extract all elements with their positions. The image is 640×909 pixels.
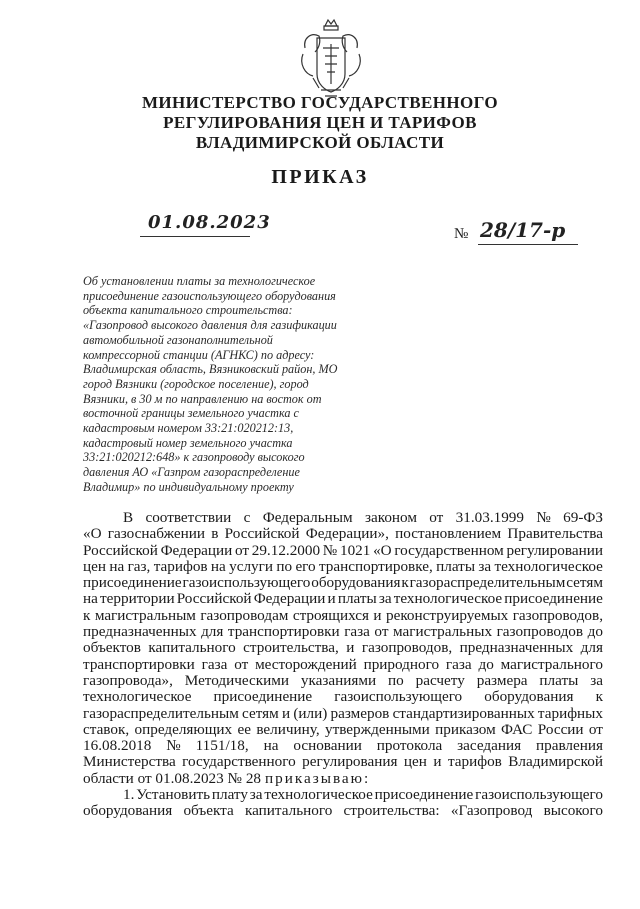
order-date: 01.08.2023 (148, 212, 271, 233)
word: объектов (83, 639, 141, 657)
word: ФАС (501, 720, 533, 738)
word: за (478, 557, 492, 575)
body-line (83, 738, 603, 754)
word: № (322, 541, 338, 559)
word: оборудования (484, 688, 574, 706)
word: услуги (229, 557, 274, 575)
word: «Газопровод (450, 802, 533, 820)
word: магистрального (500, 655, 603, 673)
body-line (83, 543, 603, 559)
word: присоединение (374, 786, 474, 804)
word: Российской (224, 525, 300, 543)
word: природного (363, 655, 440, 673)
word: тарифов (447, 753, 502, 771)
ministry-line-2: РЕГУЛИРОВАНИЯ ЦЕН И ТАРИФОВ (163, 113, 477, 132)
word: от (235, 541, 250, 559)
word: для (580, 639, 603, 657)
word: газа (445, 655, 472, 673)
word: Правительства (507, 525, 603, 543)
word: утвержденными (324, 720, 430, 738)
word: приказом (435, 720, 496, 738)
body-line (83, 575, 603, 591)
word: определяющих (134, 720, 233, 738)
word: на (263, 737, 279, 755)
word: 1151/18, (195, 737, 249, 755)
word: в (211, 525, 219, 543)
word: магистральных (392, 623, 493, 641)
word: по (388, 671, 404, 689)
subject-line: Вязники, в 30 м по направлению на восток от (83, 391, 322, 406)
word: газопровода», (83, 671, 173, 689)
word: капитального (244, 802, 333, 820)
word: по (276, 557, 293, 575)
word: газопроводов (496, 623, 584, 641)
body-line (83, 706, 603, 722)
word: платы (539, 671, 579, 689)
word: за (590, 671, 603, 689)
word: 16.08.2018 (83, 737, 152, 755)
word: присоединение (213, 688, 313, 706)
word: его (295, 557, 316, 575)
word: сетям (566, 574, 603, 592)
body-line (83, 722, 603, 738)
word: сетям (242, 704, 279, 722)
subject-line: «Газопровод высокого давления для газификации (83, 318, 337, 333)
word: газораспределительным (409, 574, 566, 592)
body-line (83, 673, 603, 689)
word: регулирования (302, 753, 398, 771)
word: магистральным (94, 606, 196, 624)
word: для (201, 623, 224, 641)
word: тарифов (153, 557, 208, 575)
word: газопроводам (200, 606, 289, 624)
body-line (83, 754, 603, 770)
word: государственного (182, 753, 296, 771)
word: с (243, 509, 251, 526)
word: транспортировке, (318, 557, 433, 575)
word: до (478, 655, 494, 673)
word: до (587, 623, 603, 641)
word: регулировании (506, 541, 603, 559)
subject-line: кадастровым номером 33:21:020212:13, (83, 421, 294, 436)
word: ставок, (83, 720, 130, 738)
word: государственном (394, 541, 504, 559)
subject-line: давления АО «Газпром газораспределение (83, 465, 300, 480)
subject-line: восточной границы земельного участка с (83, 406, 299, 421)
word: от (429, 509, 444, 526)
word: основании (293, 737, 362, 755)
word: газопроводов, (361, 639, 453, 657)
word: постановлением (395, 525, 502, 543)
word: Российской (176, 590, 252, 608)
subject-line: город Вязники (городское поселение), город (83, 376, 309, 391)
word: к (595, 688, 603, 706)
word: тарифных (537, 704, 603, 722)
word: 69-ФЗ (563, 509, 603, 526)
word: газа (344, 623, 370, 641)
word: правления (536, 737, 603, 755)
word: технологическое (264, 786, 373, 804)
word: строительства, (243, 639, 339, 657)
word: расчету (415, 671, 465, 689)
word: ее (237, 720, 251, 738)
word: платы (436, 557, 476, 575)
word: газоиспользующего (334, 688, 463, 706)
word: на (109, 557, 125, 575)
word: размеров (330, 704, 390, 722)
word: за (378, 590, 392, 608)
word: Министерства (83, 753, 176, 771)
subject-line: Владимирская область, Вязниковский район, МО (83, 362, 338, 377)
number-underline (478, 244, 578, 245)
word: к (401, 574, 409, 592)
word: от (234, 655, 249, 673)
word: присоединение (504, 590, 603, 608)
word: и (373, 606, 382, 624)
word: Методическими (184, 671, 290, 689)
word: цен (83, 557, 106, 575)
coat-of-arms-icon (295, 18, 367, 100)
ministry-line-1: МИНИСТЕРСТВО ГОСУДАРСТВЕННОГО (141, 93, 499, 112)
word: размера (476, 671, 528, 689)
word: 31.03.1999 (455, 509, 524, 526)
subject-line: кадастровый номер земельного участка (83, 435, 293, 450)
subject-line: Владимир» по индивидуальному проекту (83, 479, 294, 494)
body-line (83, 526, 603, 542)
word: транспортировки (83, 655, 195, 673)
body-line (83, 689, 603, 705)
word: Владимирской (508, 753, 603, 771)
word: месторождений (255, 655, 357, 673)
word: технологическое (83, 688, 192, 706)
word: за (249, 786, 263, 804)
word: на (210, 557, 226, 575)
word: и (433, 753, 442, 771)
word: Федерации (160, 541, 233, 559)
word: и (281, 704, 291, 722)
word: «О (83, 525, 102, 543)
word: на (83, 590, 98, 608)
word: технологическое (393, 590, 503, 608)
order-number: 28/17-р (480, 218, 566, 242)
word: газоиспользующего (182, 574, 311, 592)
body-line (83, 771, 603, 787)
word: плату (211, 786, 248, 804)
word: объекта (183, 802, 234, 820)
order-title: ПРИКАЗ (271, 166, 369, 188)
word: платы (337, 590, 377, 608)
subject-line: 33:21:020212:648» к газопроводу высокого (83, 450, 305, 465)
date-underline (140, 236, 250, 237)
word: заседания (457, 737, 522, 755)
number-sign: № (454, 226, 469, 242)
word: Федерации (253, 590, 326, 608)
body-line (83, 640, 603, 656)
word: от (588, 720, 603, 738)
word: предназначенных (459, 639, 574, 657)
word: № (536, 509, 551, 526)
word: В (123, 509, 134, 526)
ministry-header (120, 93, 520, 153)
word: 29.12.2000 (251, 541, 321, 559)
word: газопроводов, (512, 606, 603, 624)
word: высокого (543, 802, 603, 820)
word: указаниями (300, 671, 377, 689)
word: газ, (127, 557, 151, 575)
word: присоединение (83, 574, 182, 592)
body-line (83, 608, 603, 624)
word: протокола (376, 737, 443, 755)
body-line (83, 591, 603, 607)
word: территории (100, 590, 175, 608)
word: реконструируемых (385, 606, 509, 624)
ministry-line-3: ВЛАДИМИРСКОЙ ОБЛАСТИ (195, 133, 445, 152)
word: к (83, 606, 91, 624)
word: газоиспользующего (475, 786, 603, 804)
item-1-line (83, 787, 603, 803)
word: цен (403, 753, 427, 771)
word: 1. (123, 786, 135, 804)
word: законом (364, 509, 417, 526)
word: капитального (148, 639, 236, 657)
word: Установить (136, 786, 211, 804)
body-line (83, 657, 603, 673)
order-body (83, 510, 603, 820)
word: Федеральным (262, 509, 353, 526)
word: (или) (293, 704, 328, 722)
word: от (374, 623, 389, 641)
word: газораспределительным (83, 704, 239, 722)
word: стандартизированных (392, 704, 535, 722)
body-last-line: области от 01.08.2023 № 28 (83, 769, 262, 787)
word: газоснабжении (107, 525, 206, 543)
body-line (83, 559, 603, 575)
word: «О (373, 541, 392, 559)
subject-line: автомобильной газонаполнительной (83, 332, 273, 347)
word: № (166, 737, 181, 755)
decree-word: приказываю: (265, 769, 371, 787)
word: предназначенных (83, 623, 197, 641)
word: величину, (256, 720, 320, 738)
word: соответствии (145, 509, 232, 526)
word: оборудования (83, 802, 173, 820)
word: строящихся (292, 606, 369, 624)
word: оборудования (311, 574, 401, 592)
body-line (83, 510, 603, 526)
subject-line: присоединение газоиспользующего оборудования (83, 288, 336, 303)
word: Федерации», (305, 525, 389, 543)
order-subject (83, 274, 358, 495)
word: строительства: (343, 802, 440, 820)
word: Российской (83, 541, 158, 559)
subject-line: компрессорной станции (АГНКС) по адресу: (83, 347, 315, 362)
word: России (537, 720, 584, 738)
subject-line: Об установлении платы за технологическое (83, 274, 316, 288)
word: и (327, 590, 336, 608)
word: транспортировки (227, 623, 340, 641)
subject-line: объекта капитального строительства: (83, 303, 293, 318)
body-line (83, 624, 603, 640)
word: газа (201, 655, 228, 673)
word: 1021 (339, 541, 371, 559)
word: технологическое (494, 557, 603, 575)
word: и (346, 639, 355, 657)
item-1-line (83, 803, 603, 819)
